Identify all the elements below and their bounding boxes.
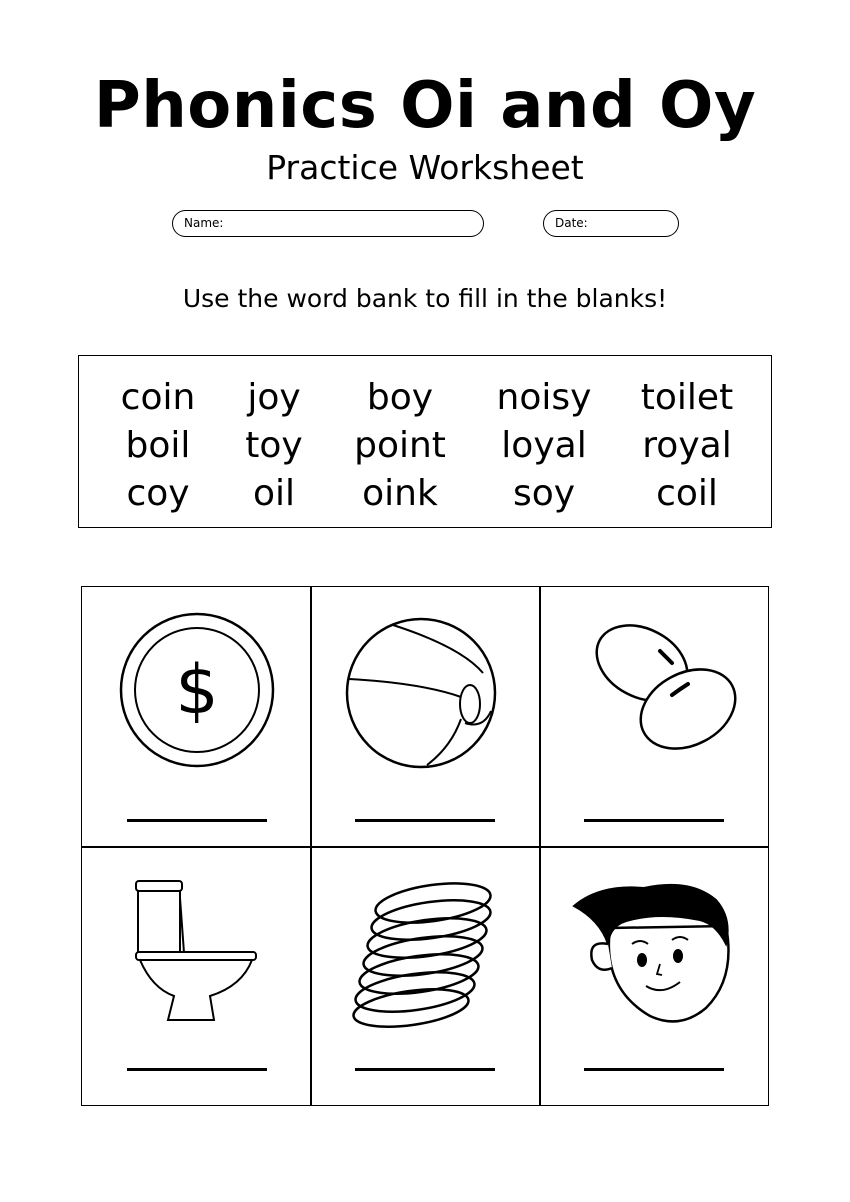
answer-blank[interactable] (355, 1068, 495, 1071)
word-bank-word: oink (362, 473, 438, 514)
word-bank-word: coil (656, 473, 718, 514)
answer-blank[interactable] (584, 819, 724, 822)
word-bank-word: joy (247, 377, 301, 418)
word-bank-word: coy (126, 473, 190, 514)
coin-icon (82, 587, 310, 846)
word-bank-word: toilet (640, 377, 734, 418)
picture-cell-ball (311, 587, 539, 846)
picture-cell-coin (82, 587, 310, 846)
answer-blank[interactable] (127, 1068, 267, 1071)
word-bank-word: noisy (496, 377, 592, 418)
picture-cell-spring (311, 848, 539, 1107)
word-bank-word: boil (125, 425, 191, 466)
instruction-text: Use the word bank to fill in the blanks! (182, 284, 668, 313)
dollar-sign: $ (175, 651, 219, 730)
picture-cell-boy (540, 848, 768, 1107)
word-bank-word: oil (252, 473, 296, 514)
answer-blank[interactable] (584, 1068, 724, 1071)
word-bank-word: point (354, 425, 446, 466)
word-bank-word: royal (642, 425, 732, 466)
word-bank-word: coin (120, 377, 196, 418)
word-bank-word: loyal (501, 425, 587, 466)
answer-blank[interactable] (127, 819, 267, 822)
word-bank-word: toy (245, 425, 303, 466)
date-label: Date: (555, 216, 588, 230)
date-field[interactable] (543, 210, 679, 237)
picture-cell-beans (540, 587, 768, 846)
word-bank-word: boy (366, 377, 434, 418)
picture-cell-toilet (82, 848, 310, 1107)
worksheet-subtitle: Practice Worksheet (266, 148, 584, 187)
soybeans-icon (540, 587, 768, 846)
picture-grid (81, 586, 769, 1106)
beach-ball-icon (311, 587, 539, 846)
word-bank-word: soy (512, 473, 576, 514)
name-label: Name: (184, 216, 224, 230)
answer-blank[interactable] (355, 819, 495, 822)
worksheet-title: Phonics Oi and Oy (93, 69, 757, 143)
word-bank (78, 355, 772, 528)
name-field[interactable] (172, 210, 484, 237)
